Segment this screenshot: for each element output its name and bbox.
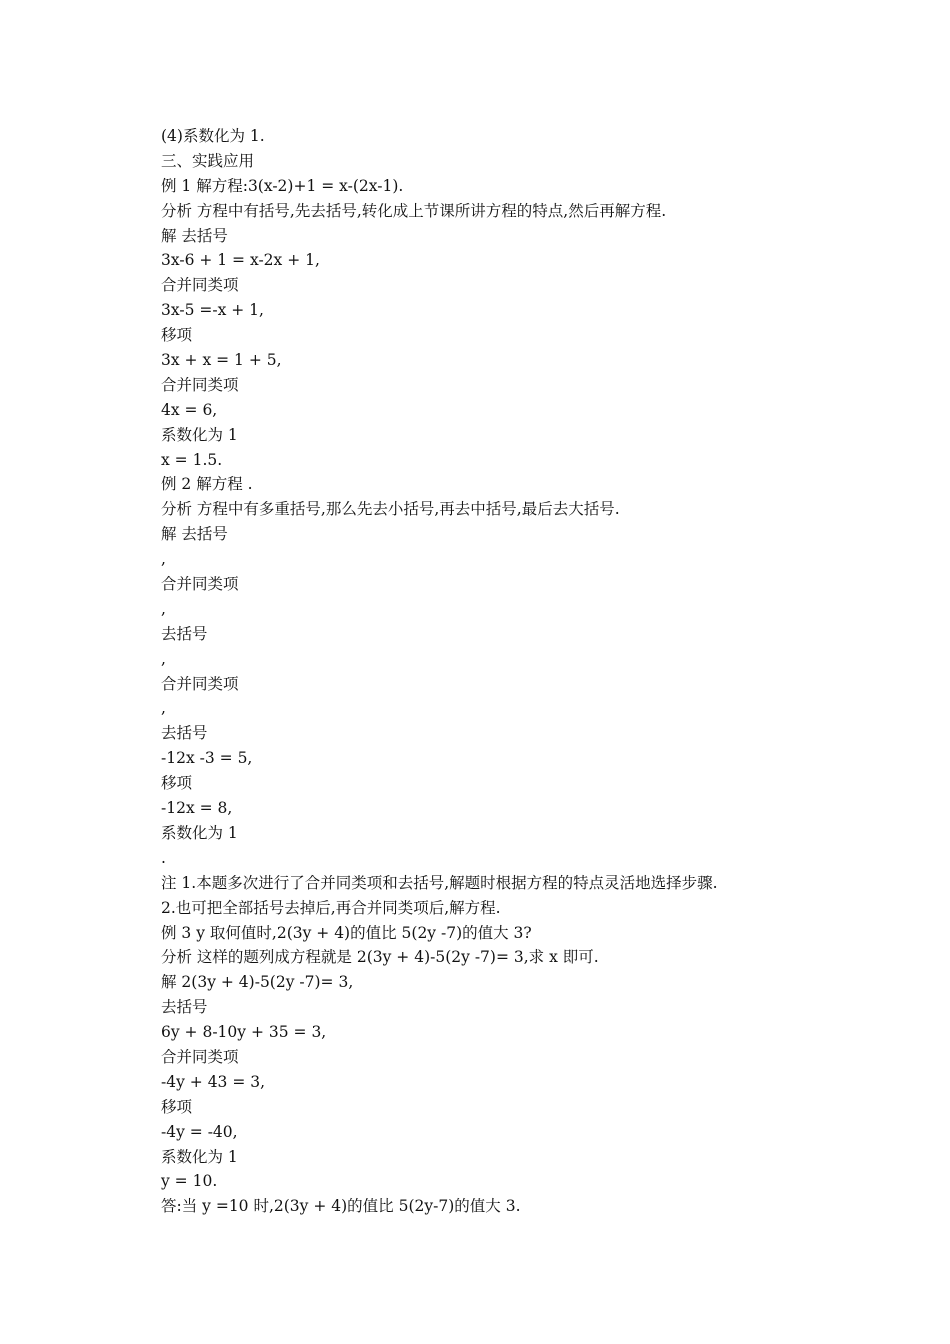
step-label: 移项 (161, 326, 193, 345)
equation-line: 4x = 6, (161, 400, 218, 419)
equation-line: 3x-6 + 1 = x-2x + 1, (161, 251, 320, 270)
step-label: 去括号 (161, 724, 208, 743)
example-1-analysis: 分析 方程中有括号,先去括号,转化成上节课所讲方程的特点,然后再解方程. (161, 201, 667, 220)
equation-line: . (161, 848, 166, 867)
equation-line: , (161, 649, 166, 668)
example-2-analysis: 分析 方程中有多重括号,那么先去小括号,再去中括号,最后去大括号. (161, 500, 620, 519)
step-label: 合并同类项 (161, 674, 239, 693)
step-label: 移项 (161, 1097, 193, 1116)
equation-line: y = 10. (161, 1172, 218, 1191)
note-line: 2.也可把全部括号去掉后,再合并同类项后,解方程. (161, 898, 501, 917)
example-3-title: 例 3 y 取何值时,2(3y + 4)的值比 5(2y -7)的值大 3? (161, 923, 532, 942)
equation-line: 6y + 8-10y + 35 = 3, (161, 1023, 327, 1042)
document-body (161, 124, 881, 1219)
equation-line: 3x + x = 1 + 5, (161, 351, 282, 370)
step-label: 合并同类项 (161, 575, 239, 594)
step-label: 去括号 (161, 998, 208, 1017)
equation-line: , (161, 699, 166, 718)
step-label: 系数化为 1 (161, 425, 238, 444)
equation-line: -4y = -40, (161, 1122, 238, 1141)
equation-line: x = 1.5. (161, 450, 223, 469)
step-label: 系数化为 1 (161, 1147, 238, 1166)
equation-line: , (161, 550, 166, 569)
step-label: 去括号 (161, 624, 208, 643)
example-1-title: 例 1 解方程:3(x-2)+1 = x-(2x-1). (161, 176, 404, 195)
equation-line: -4y + 43 = 3, (161, 1072, 266, 1091)
step-label: 系数化为 1 (161, 823, 238, 842)
text-line: (4)系数化为 1. (161, 127, 265, 145)
answer-line: 答:当 y =10 时,2(3y + 4)的值比 5(2y-7)的值大 3. (161, 1197, 521, 1216)
note-line: 注 1.本题多次进行了合并同类项和去括号,解题时根据方程的特点灵活地选择步骤. (161, 873, 718, 892)
section-heading: 三、实践应用 (161, 151, 255, 170)
step-label: 合并同类项 (161, 375, 239, 394)
equation-line: 3x-5 =-x + 1, (161, 301, 264, 320)
equation-line: 解 2(3y + 4)-5(2y -7)= 3, (161, 973, 354, 992)
example-3-analysis: 分析 这样的题列成方程就是 2(3y + 4)-5(2y -7)= 3,求 x 即可. (161, 948, 599, 967)
equation-line: , (161, 599, 166, 618)
equation-line: -12x -3 = 5, (161, 749, 253, 768)
step-label: 合并同类项 (161, 1047, 239, 1066)
text-line: 解 去括号 (161, 226, 228, 245)
equation-line: -12x = 8, (161, 799, 233, 818)
step-label: 移项 (161, 774, 193, 793)
example-2-title: 例 2 解方程 . (161, 475, 253, 494)
step-label: 合并同类项 (161, 276, 239, 295)
text-line: 解 去括号 (161, 525, 228, 544)
